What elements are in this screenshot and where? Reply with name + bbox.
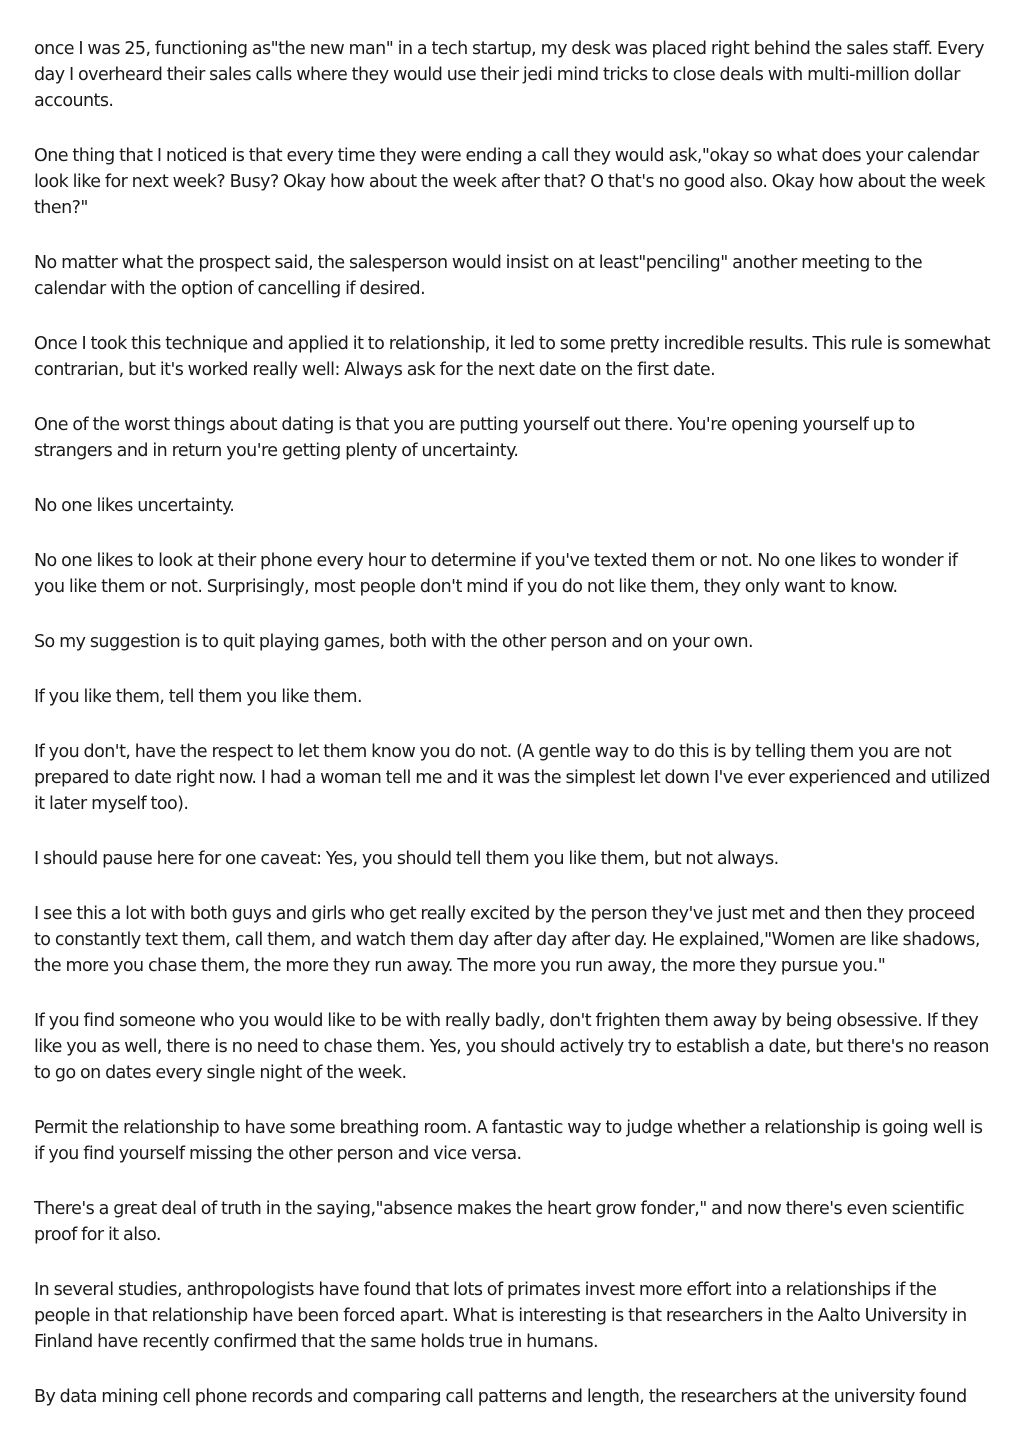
- paragraph-6: No one likes uncertainty.: [34, 496, 235, 516]
- paragraph-3: No matter what the prospect said, the salesperson would insist on at least"penciling" another meeting to the calendar with the option of cancelling if desired.: [34, 253, 923, 299]
- paragraph-5: One of the worst things about dating is that you are putting yourself out there. You're opening yourself up to strangers and in return you're getting plenty of uncertainty.: [34, 415, 915, 461]
- paragraph-7: No one likes to look at their phone every hour to determine if you've texted them or not. No one likes to wonder if you like them or not. Surprisingly, most people don't mind if you do not like them, they only want to know.: [34, 551, 958, 597]
- paragraph-2: One thing that I noticed is that every time they were ending a call they would ask,"okay so what does your calendar look like for next week? Busy? Okay how about the week after that? O that's no good also. Okay how about the week then?": [34, 146, 985, 218]
- paragraph-12: I see this a lot with both guys and girls who get really excited by the person they've just met and then they proceed to constantly text them, call them, and watch them day after day after day. He explained,"Women are like shadows, the more you chase them, the more they run away. The more you run away, the more they pursue you.": [34, 904, 980, 976]
- paragraph-8: So my suggestion is to quit playing games, both with the other person and on your own.: [34, 632, 754, 652]
- paragraph-15: There's a great deal of truth in the saying,"absence makes the heart grow fonder," and now there's even scientific proof for it also.: [34, 1199, 965, 1245]
- paragraph-10: If you don't, have the respect to let them know you do not. (A gentle way to do this is by telling them you are not prepared to date right now. I had a woman tell me and it was the simplest let down I've ever experienced and utilized it later myself too).: [34, 742, 990, 814]
- paragraph-4: Once I took this technique and applied it to relationship, it led to some pretty incredible results. This rule is somewhat contrarian, but it's worked really well: Always ask for the next date on the first date.: [34, 334, 991, 380]
- paragraph-11: I should pause here for one caveat: Yes, you should tell them you like them, but not always.: [34, 849, 779, 869]
- paragraph-14: Permit the relationship to have some breathing room. A fantastic way to judge whether a relationship is going well is if you find yourself missing the other person and vice versa.: [34, 1118, 983, 1164]
- paragraph-17: By data mining cell phone records and comparing call patterns and length, the researchers at the university found: [34, 1387, 967, 1407]
- paragraph-1: once I was 25, functioning as"the new man" in a tech startup, my desk was placed right behind the sales staff. Every day I overheard their sales calls where they would use their jedi mind tricks to close deals with multi-million dollar accounts.: [34, 39, 984, 111]
- paragraph-16: In several studies, anthropologists have found that lots of primates invest more effort into a relationships if the people in that relationship have been forced apart. What is interesting is that researchers in the Aalto University in Finland have recently confirmed that the same holds true in humans.: [34, 1280, 967, 1352]
- paragraph-9: If you like them, tell them you like them.: [34, 687, 363, 707]
- paragraph-13: If you find someone who you would like to be with really badly, don't frighten them away by being obsessive. If they like you as well, there is no need to chase them. Yes, you should actively try to establish a date, but there's no reason to go on dates every single night of the week.: [34, 1011, 989, 1083]
